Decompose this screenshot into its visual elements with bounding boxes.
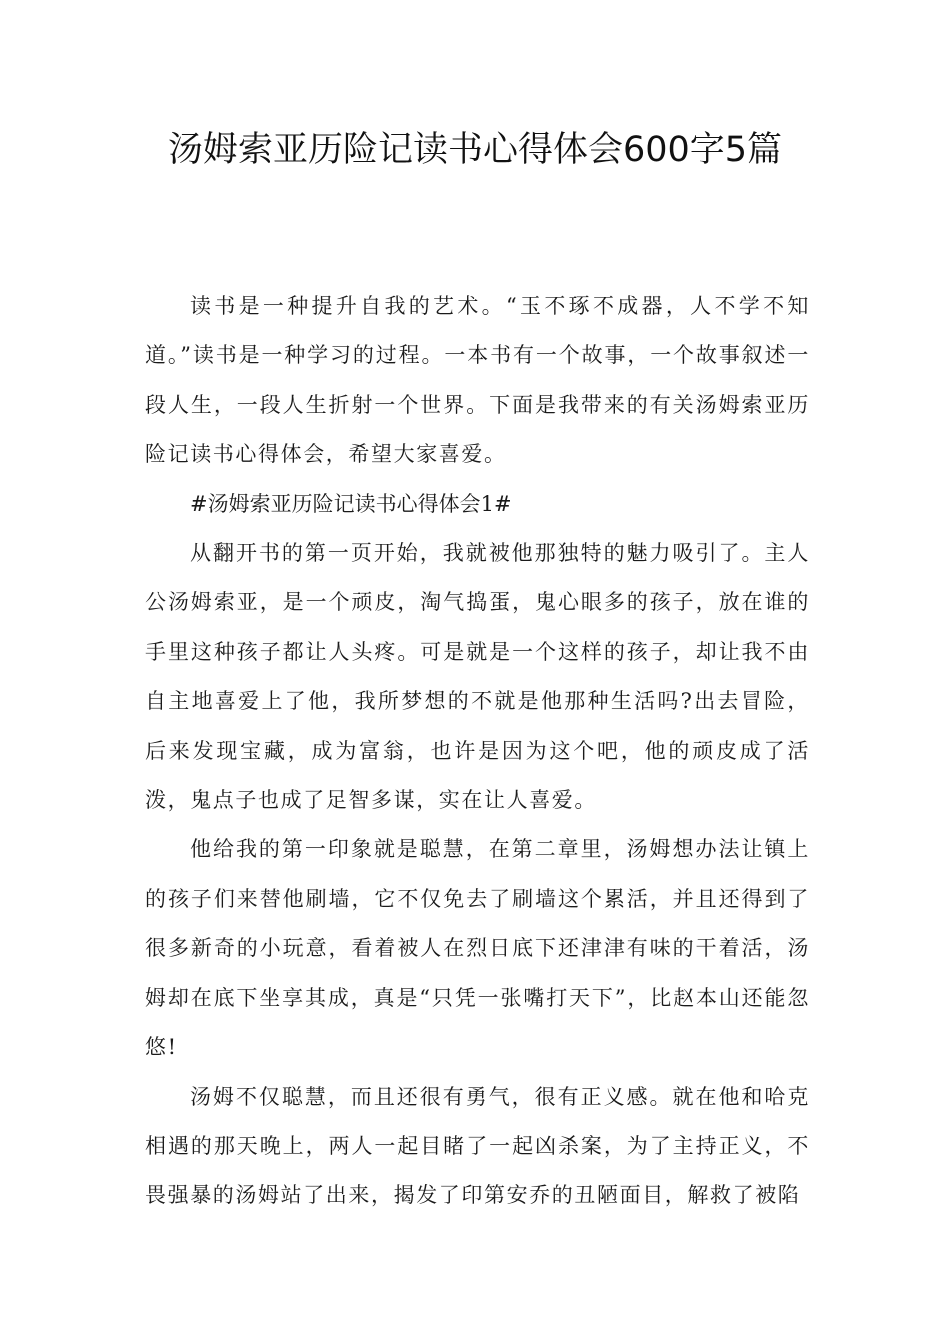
paragraph-1: 从翻开书的第一页开始，我就被他那独特的魅力吸引了。主人公汤姆索亚，是一个顽皮，淘气捣蛋，鬼心眼多的孩子，放在谁的手里这种孩子都让人头疼。可是就是一个这样的孩子，却让我不由自主地喜爱上了他，我所梦想的不就是他那种生活吗?出去冒险，后来发现宝藏，成为富翁，也许是因为这个吧，他的顽皮成了活泼，鬼点子也成了足智多谋，实在让人喜爱。	[145, 541, 810, 813]
paragraph-2: 他给我的第一印象就是聪慧，在第二章里，汤姆想办法让镇上的孩子们来替他刷墙，它不仅免去了刷墙这个累活，并且还得到了很多新奇的小玩意，看着被人在烈日底下还津津有味的干着活，汤姆却在底下坐享其成，真是“只凭一张嘴打天下”，比赵本山还能忽悠!	[145, 837, 810, 1060]
paragraph-intro: 读书是一种提升自我的艺术。“玉不琢不成器，人不学不知道。”读书是一种学习的过程。一本书有一个故事，一个故事叙述一段人生，一段人生折射一个世界。下面是我带来的有关汤姆索亚历险记读书心得体会，希望大家喜爱。	[145, 294, 810, 467]
document-title: 汤姆索亚历险记读书心得体会600字5篇	[167, 130, 783, 170]
paragraph-3: 汤姆不仅聪慧，而且还很有勇气，很有正义感。就在他和哈克相遇的那天晚上，两人一起目睹了一起凶杀案，为了主持正义，不畏强暴的汤姆站了出来，揭发了印第安乔的丑陋面目，解救了被陷	[145, 1084, 810, 1208]
document-body	[145, 282, 810, 1221]
section-heading: #汤姆索亚历险记读书心得体会1#	[190, 491, 512, 516]
